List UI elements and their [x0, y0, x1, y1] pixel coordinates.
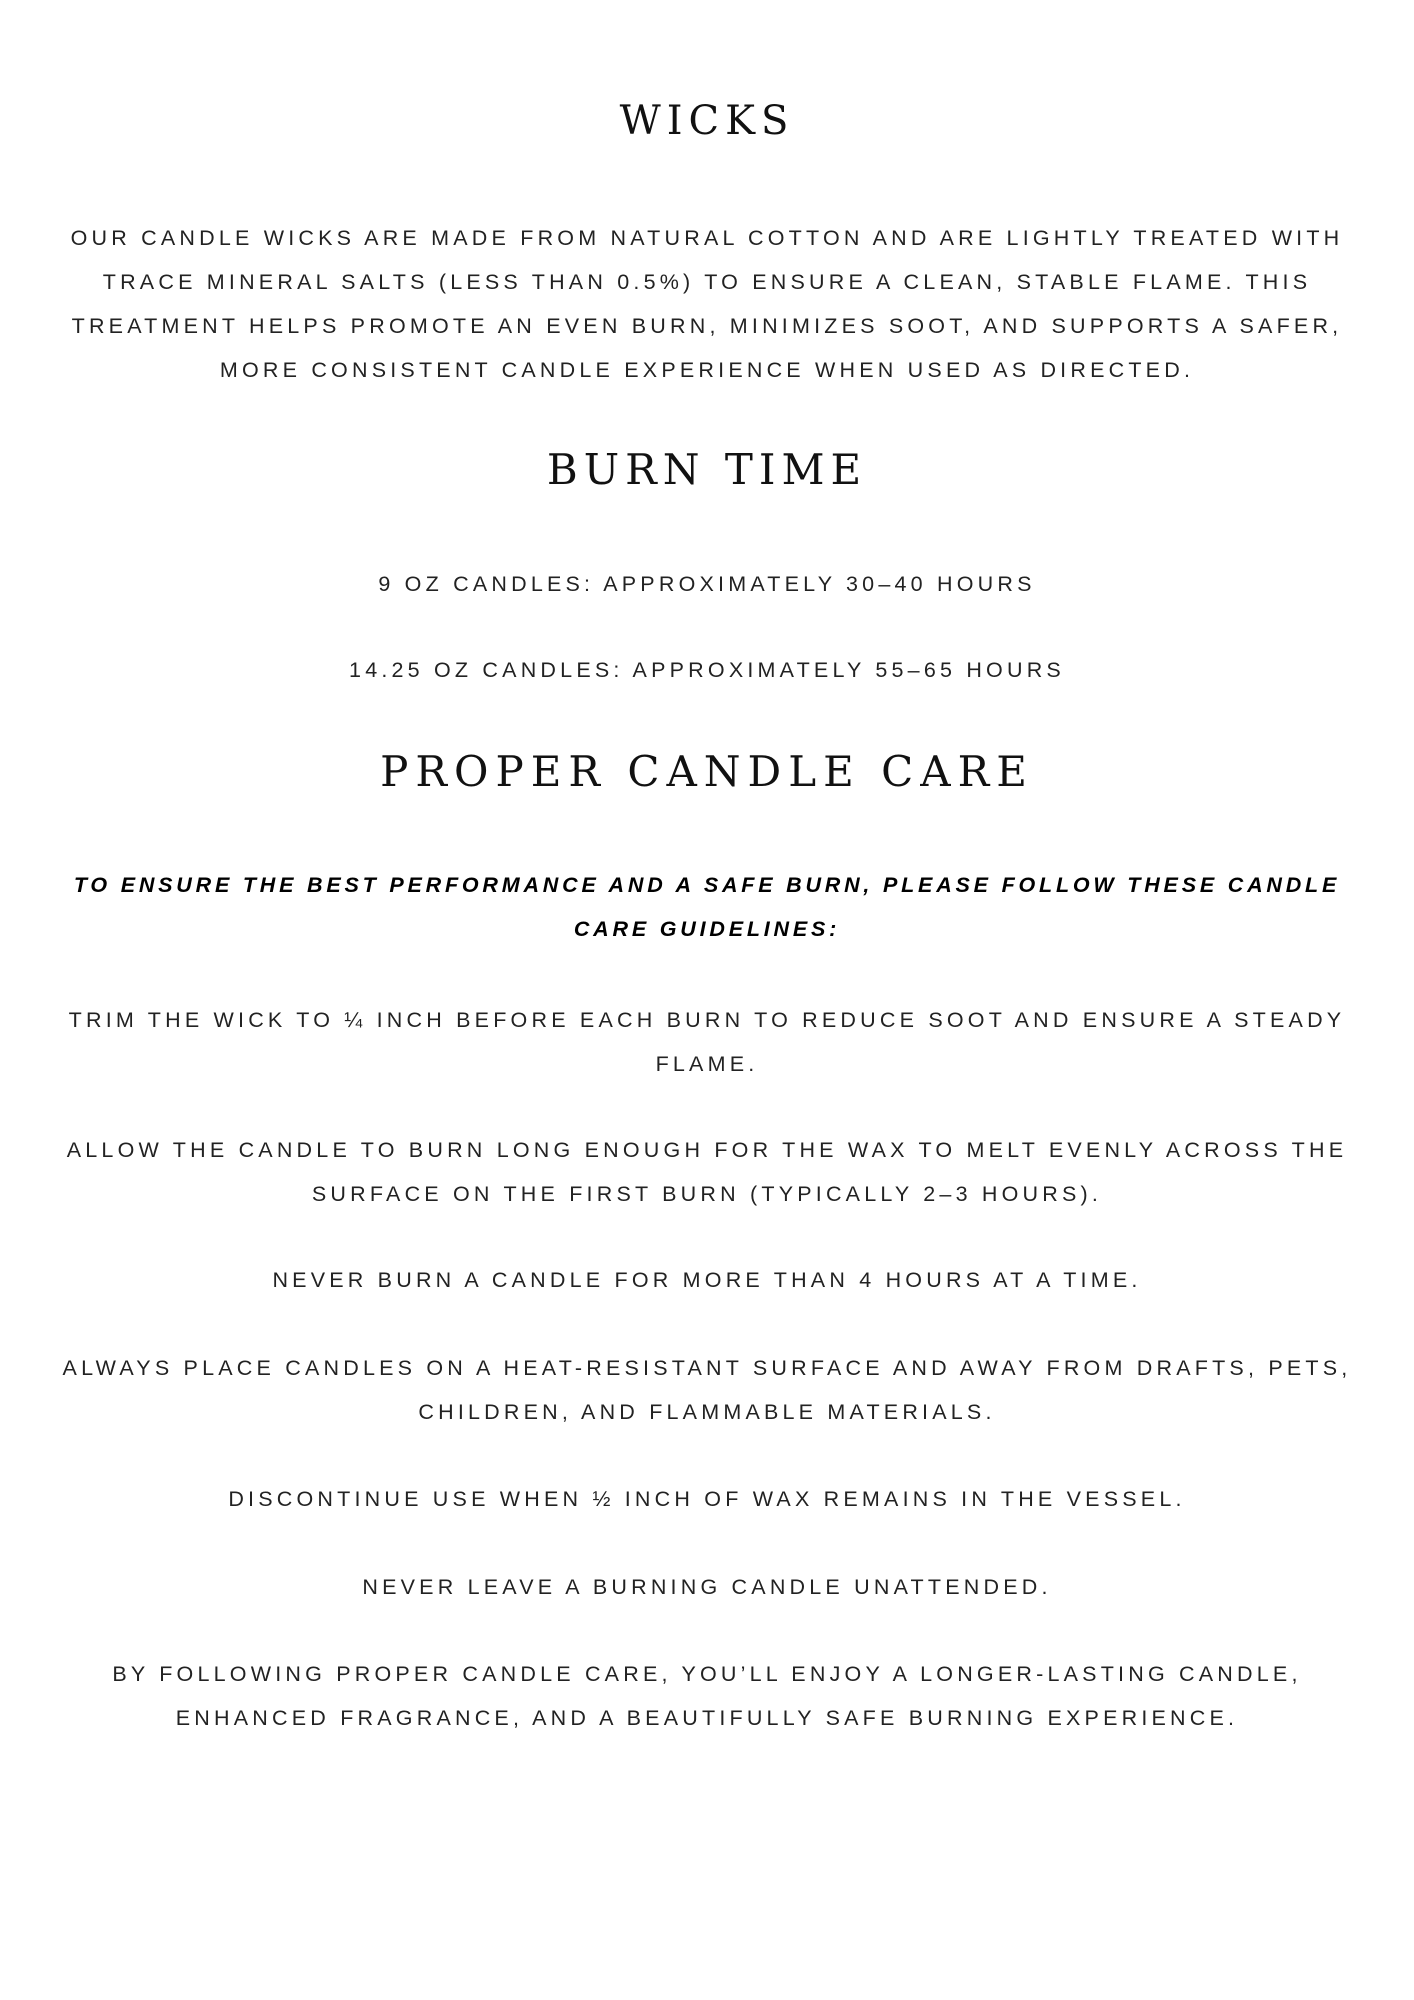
candle-care-intro: TO ENSURE THE BEST PERFORMANCE AND A SAFE BURN, PLEASE FOLLOW THESE CANDLE CARE GUIDELINES:	[73, 873, 1341, 941]
wicks-heading: WICKS	[619, 98, 795, 144]
burn-time-item: 14.25 OZ CANDLES: APPROXIMATELY 55–65 HOURS	[349, 658, 1065, 682]
care-guideline: TRIM THE WICK TO ¼ INCH BEFORE EACH BURN TO REDUCE SOOT AND ENSURE A STEADY FLAME.	[68, 1008, 1346, 1076]
care-guideline: NEVER BURN A CANDLE FOR MORE THAN 4 HOURS AT A TIME.	[272, 1268, 1142, 1292]
care-guideline: NEVER LEAVE A BURNING CANDLE UNATTENDED.	[362, 1575, 1052, 1599]
care-guideline: ALLOW THE CANDLE TO BURN LONG ENOUGH FOR THE WAX TO MELT EVENLY ACROSS THE SURFACE ON THE FIRST BURN (TYPICALLY 2–3 HOURS).	[66, 1138, 1348, 1206]
wicks-description: OUR CANDLE WICKS ARE MADE FROM NATURAL COTTON AND ARE LIGHTLY TREATED WITH TRACE MINERAL SALTS (LESS THAN 0.5%) TO ENSURE A CLEAN, STABLE FLAME. THIS TREATMENT HELPS PROMOTE AN EVEN BURN, MINIMIZES SOOT, AND SUPPORTS A SAFER, MORE CONSISTENT CANDLE EXPERIENCE WHEN USED AS DIRECTED.	[70, 226, 1344, 382]
care-guideline: DISCONTINUE USE WHEN ½ INCH OF WAX REMAINS IN THE VESSEL.	[228, 1487, 1186, 1511]
candle-care-closing: BY FOLLOWING PROPER CANDLE CARE, YOU’LL ENJOY A LONGER-LASTING CANDLE, ENHANCED FRAGRANCE, AND A BEAUTIFULLY SAFE BURNING EXPERIENCE.	[112, 1662, 1302, 1730]
burn-time-heading: BURN TIME	[546, 445, 868, 494]
candle-care-heading: PROPER CANDLE CARE	[380, 747, 1034, 796]
care-guideline: ALWAYS PLACE CANDLES ON A HEAT-RESISTANT SURFACE AND AWAY FROM DRAFTS, PETS, CHILDREN, AND FLAMMABLE MATERIALS.	[62, 1356, 1352, 1424]
burn-time-item: 9 OZ CANDLES: APPROXIMATELY 30–40 HOURS	[378, 572, 1036, 596]
